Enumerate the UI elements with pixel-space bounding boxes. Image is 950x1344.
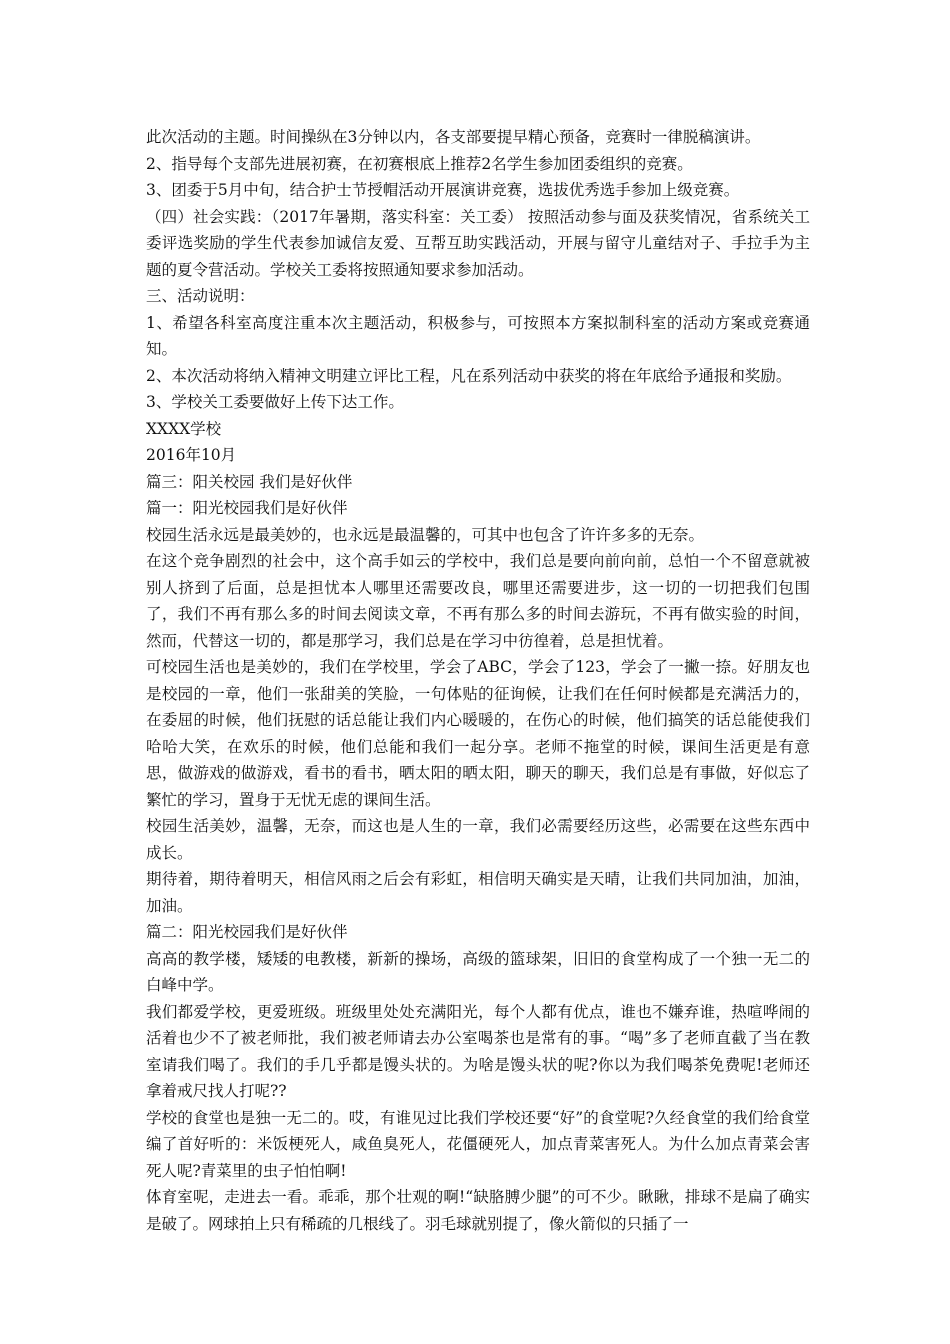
document-page [146, 124, 810, 1237]
paragraph: 高高的教学楼，矮矮的电教楼，新新的操场，高级的篮球架，旧旧的食堂构成了一个独一无二的白峰中学。 [146, 949, 810, 994]
signature-org: XXXX学校 [146, 419, 222, 438]
signature-date: 2016年10月 [146, 446, 237, 464]
paragraph: 体育室呢，走进去一看。乖乖，那个壮观的啊!“缺胳膊少腿”的可不少。瞅瞅，排球不是扁了确实是破了。网球拍上只有稀疏的几根线了。羽毛球就别提了，像火箭似的只插了一 [146, 1188, 810, 1233]
paragraph: 校园生活美妙，温馨，无奈，而这也是人生的一章，我们必需要经历这些，必需要在这些东西中成长。 [146, 817, 810, 862]
paragraph: 2、本次活动将纳入精神文明建立评比工程，凡在系列活动中获奖的将在年底给予通报和奖励。 [146, 366, 792, 385]
article-title: 篇三：阳关校园 我们是好伙伴 [146, 472, 353, 491]
article-subtitle: 篇二：阳光校园我们是好伙伴 [146, 923, 348, 941]
section-heading: 三、活动说明： [146, 287, 255, 305]
article-subtitle: 篇一：阳光校园我们是好伙伴 [146, 499, 348, 517]
paragraph: 2、指导每个支部先进展初赛，在初赛根底上推荐2名学生参加团委组织的竞赛。 [146, 154, 693, 173]
paragraph: 在这个竞争剧烈的社会中，这个高手如云的学校中，我们总是要向前向前，总怕一个不留意就被别人挤到了后面，总是担忧本人哪里还需要改良，哪里还需要进步，这一切的一切把我们包围了，我们不再有那么多的时间去阅读文章，不再有那么多的时间去游玩，不再有做实验的时间，然而，代替这一切的，都是那学习，我们总是在学习中彷徨着，总是担忧着。 [146, 552, 810, 650]
paragraph: 3、团委于5月中旬，结合护士节授帽活动开展演讲竞赛，选拔优秀选手参加上级竞赛。 [146, 181, 740, 199]
paragraph: 学校的食堂也是独一无二的。哎，有谁见过比我们学校还要“好”的食堂呢?久经食堂的我们给食堂编了首好听的：米饭梗死人，咸鱼臭死人，花僵硬死人，加点青菜害死人。为什么加点青菜会害死人呢?青菜里的虫子怕怕啊! [146, 1108, 810, 1180]
paragraph: 校园生活永远是最美妙的，也永远是最温馨的，可其中也包含了许许多多的无奈。 [146, 525, 705, 544]
paragraph: 我们都爱学校，更爱班级。班级里处处充满阳光，每个人都有优点，谁也不嫌弃谁，热喧哗闹的活着也少不了被老师批，我们被老师请去办公室喝茶也是常有的事。“喝”多了老师直截了当在教室请我们喝了。我们的手几乎都是馒头状的。为啥是馒头状的呢?你以为我们喝茶免费呢!老师还拿着戒尺找人打呢?? [146, 1002, 810, 1100]
paragraph: 期待着，期待着明天，相信风雨之后会有彩虹，相信明天确实是天晴，让我们共同加油，加油，加油。 [146, 870, 810, 915]
paragraph: 可校园生活也是美妙的，我们在学校里，学会了ABC，学会了123，学会了一撇一捺。好朋友也是校园的一章，他们一张甜美的笑脸，一句体贴的征询候，让我们在任何时候都是充满活力的，在委屈的时候，他们抚慰的话总能让我们内心暖暖的，在伤心的时候，他们搞笑的话总能使我们哈哈大笑，在欢乐的时候，他们总能和我们一起分享。老师不拖堂的时候，课间生活更是有意思，做游戏的做游戏，看书的看书，晒太阳的晒太阳，聊天的聊天，我们总是有事做，好似忘了繁忙的学习，置身于无忧无虑的课间生活。 [146, 658, 810, 809]
paragraph: 3、学校关工委要做好上传下达工作。 [146, 393, 404, 411]
paragraph: （四）社会实践：（2017年暑期，落实科室：关工委） 按照活动参与面及获奖情况，省系统关工委评选奖励的学生代表参加诚信友爱、互帮互助实践活动，开展与留守儿童结对子、手拉手为主题的夏令营活动。学校关工委将按照通知要求参加活动。 [146, 207, 810, 279]
paragraph: 此次活动的主题。时间操纵在3分钟以内，各支部要提早精心预备，竞赛时一律脱稿演讲。 [146, 128, 761, 146]
paragraph: 1、希望各科室高度注重本次主题活动，积极参与，可按照本方案拟制科室的活动方案或竞赛通知。 [146, 313, 810, 358]
